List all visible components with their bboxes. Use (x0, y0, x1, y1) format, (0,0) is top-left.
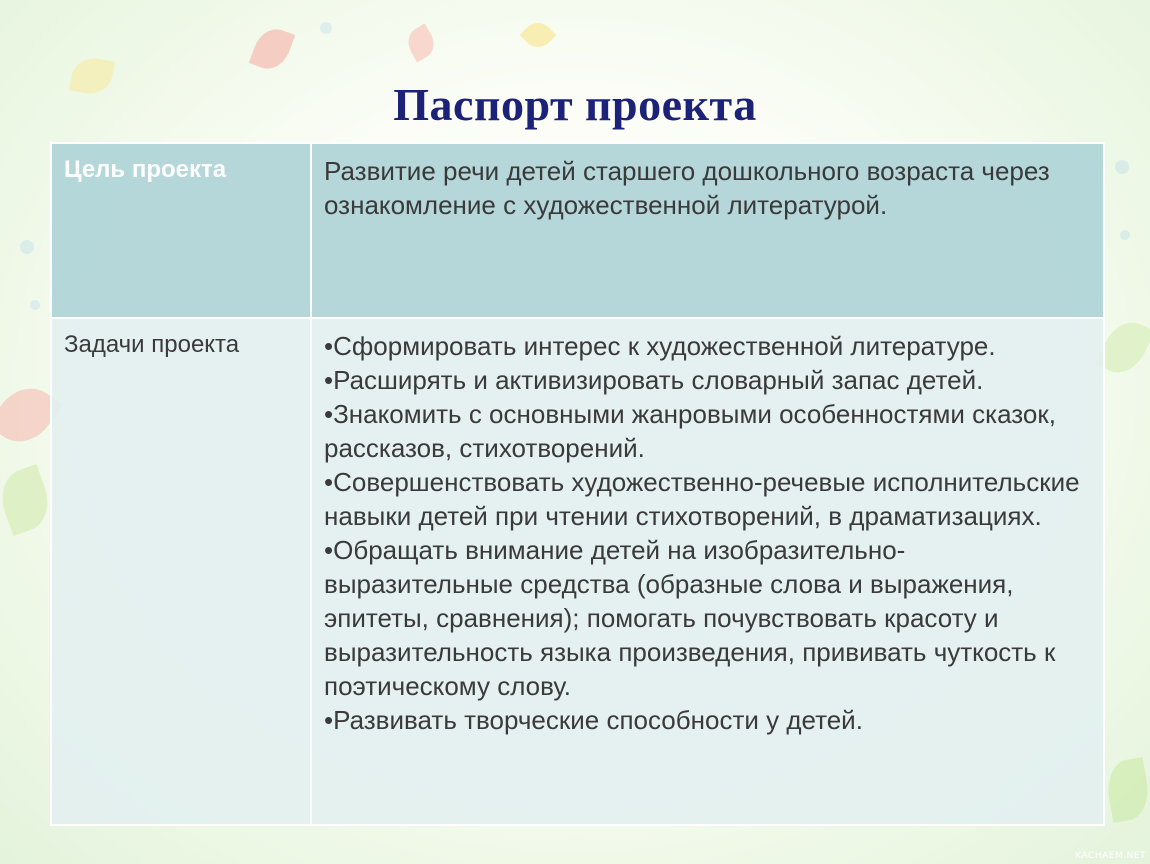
task-list (324, 329, 1089, 737)
list-item: •Расширять и активизировать словарный запас детей. (324, 365, 984, 395)
tasks-list-cell (311, 318, 1104, 825)
list-item: •Развивать творческие способности у детей. (324, 705, 863, 735)
petal-green-decoration (0, 464, 57, 536)
list-item: •Знакомить с основными жанровыми особенностями сказок, рассказов, стихотворений. (324, 399, 1056, 463)
table-row (51, 318, 1104, 825)
list-item: •Сформировать интерес к художественной литературе. (324, 331, 996, 361)
bubble-decoration (320, 22, 332, 34)
page-title: Паспорт проекта (393, 79, 757, 130)
bubble-decoration (1120, 230, 1130, 240)
petal-green-decoration (1103, 757, 1150, 823)
goal-label-cell: Цель проекта (51, 143, 311, 318)
bubble-decoration (1115, 160, 1129, 174)
bubble-decoration (30, 300, 40, 310)
goal-text-cell: Развитие речи детей старшего дошкольного возраста через ознакомление с художественной литературой. (311, 143, 1104, 318)
list-item: •Обращать внимание детей на изобразительно-выразительные средства (образные слова и выражения, эпитеты, сравнения); помогать почувствовать красоту и выразительность языка произведения, прививать чуткость к поэтическому слову. (324, 535, 1056, 701)
petal-pink-decoration (402, 24, 440, 63)
list-item: •Совершенствовать художественно-речевые исполнительские навыки детей при чтении стихотворений, в драматизациях. (324, 467, 1080, 531)
petal-yellow-decoration (520, 17, 557, 54)
table-row (51, 143, 1104, 318)
bubble-decoration (20, 240, 34, 254)
petal-pink-decoration (249, 23, 295, 74)
tasks-label-cell: Задачи проекта (51, 318, 311, 825)
watermark: KACHAEM.NET (1075, 851, 1146, 861)
project-passport-table (50, 142, 1105, 826)
